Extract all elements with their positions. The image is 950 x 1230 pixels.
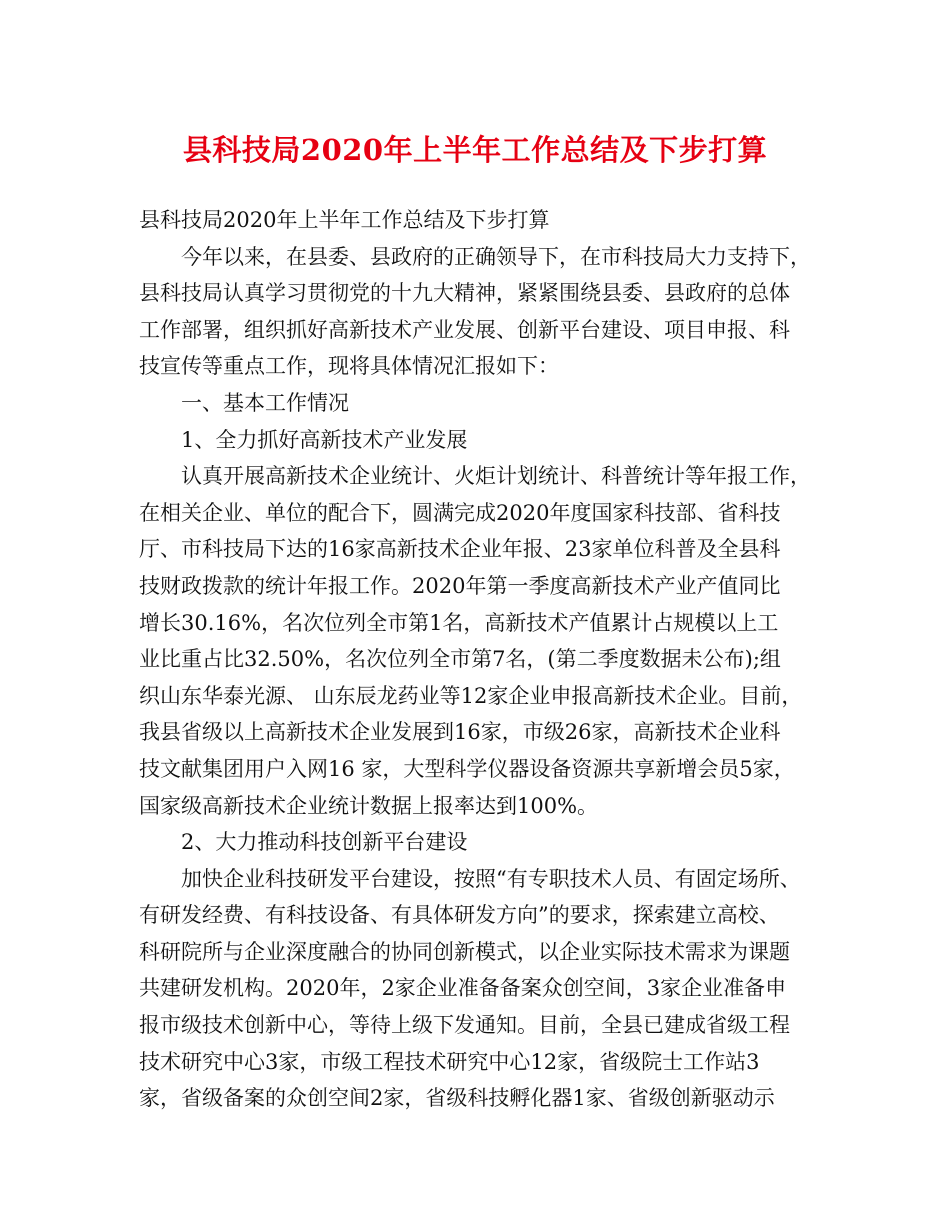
text-line: 在相关企业、单位的配合下，圆满完成2020年度国家科技部、省科技: [139, 500, 781, 525]
text-line: 增长30.16%，名次位列全市第1名，高新技术产值累计占规模以上工: [139, 610, 779, 635]
text-line: 技术研究中心3家，市级工程技术研究中心12家，省级院士工作站3: [139, 1049, 760, 1074]
text-line: 家，省级备案的众创空间2家，省级科技孵化器1家、省级创新驱动示: [139, 1086, 775, 1111]
text-line: 一、基本工作情况: [181, 390, 349, 415]
text-line: 加快企业科技研发平台建设，按照“有专职技术人员、有固定场所、: [181, 866, 801, 891]
text-line: 工作部署，组织抓好高新技术产业发展、创新平台建设、项目申报、科: [139, 317, 790, 342]
text-line: 我县省级以上高新技术企业发展到16家，市级26家，高新技术企业科: [139, 720, 781, 745]
text-line: 共建研发机构。2020年，2家企业准备备案众创空间，3家企业准备申: [139, 976, 787, 1001]
text-line: 科研院所与企业深度融合的协同创新模式，以企业实际技术需求为课题: [139, 939, 790, 964]
document-body: [139, 202, 829, 1117]
text-line: 技宣传等重点工作，现将具体情况汇报如下：: [139, 354, 559, 379]
text-line: 今年以来，在县委、县政府的正确领导下，在市科技局大力支持下，: [181, 244, 811, 269]
text-line: 技文献集团用户入网16 家，大型科学仪器设备资源共享新增会员5家，: [139, 756, 795, 781]
text-line: 认真开展高新技术企业统计、火炬计划统计、科普统计等年报工作，: [181, 464, 811, 489]
text-line: 国家级高新技术企业统计数据上报率达到100%。: [139, 793, 599, 818]
text-line: 县科技局2020年上半年工作总结及下步打算: [139, 208, 550, 232]
text-line: 报市级技术创新中心，等待上级下发通知。目前，全县已建成省级工程: [139, 1013, 790, 1038]
text-line: 业比重占比32.50%，名次位列全市第7名，(第二季度数据未公布);组: [139, 647, 781, 672]
text-line: 2、大力推动科技创新平台建设: [181, 830, 468, 855]
text-line: 1、全力抓好高新技术产业发展: [181, 427, 468, 452]
text-line: 县科技局认真学习贯彻党的十九大精神，紧紧围绕县委、县政府的总体: [139, 281, 790, 306]
text-line: 厅、市科技局下达的16家高新技术企业年报、23家单位科普及全县科: [139, 537, 781, 562]
document-title: 县科技局2020年上半年工作总结及下步打算: [182, 133, 768, 167]
text-line: 有研发经费、有科技设备、有具体研发方向”的要求，探索建立高校、: [139, 903, 780, 928]
text-line: 技财政拨款的统计年报工作。2020年第一季度高新技术产业产值同比: [139, 573, 781, 598]
text-line: 织山东华泰光源、 山东辰龙药业等12家企业申报高新技术企业。目前，: [139, 683, 803, 708]
